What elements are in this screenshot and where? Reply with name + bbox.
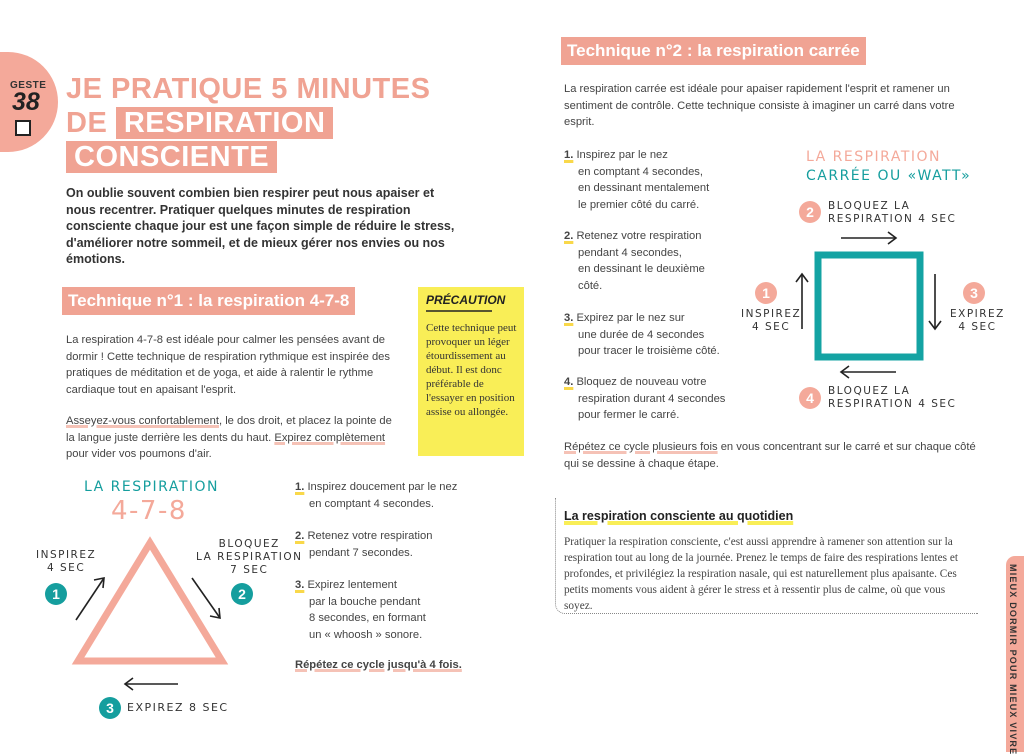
daily-text: Pratiquer la respiration consciente, c'est aussi apprendre à ramener son attention sur la respiration tout au long de la journée. Prenez le temps de faire des respirations lentes et profondes, et privilégiez la respiration nasale, qui est naturellement plus apaisante. Ces petits moments vous aident à gérer le stress et à ressentir plus de calme, où que vous soyez. bbox=[564, 536, 959, 612]
hold-label: BLOQUEZ LA RESPIRATION 7 SEC bbox=[196, 538, 303, 576]
step-text: Inspirez doucement par le nez bbox=[307, 481, 458, 493]
technique1-repeat bbox=[295, 657, 462, 674]
daily-heading-text: La respiration consciente au quotidien bbox=[564, 509, 794, 523]
square-diagram-title-2: CARRÉE OU «WATT» bbox=[806, 168, 972, 184]
technique2-paragraph: La respiration carrée est idéale pour apaiser rapidement l'esprit et ramener un sentiment de contrôle. Cette technique consiste à imaginer un carré dans votre esprit. bbox=[564, 83, 955, 128]
step-badge-3: 3 bbox=[99, 697, 121, 719]
technique2-repeat-text: en vous concentrant sur le carré et sur chaque côté qui se dessine à chaque étape. bbox=[564, 441, 976, 470]
intro-paragraph: On oublie souvent combien bien respirer peut nous apaiser et nous recentrer. Pratiquer quelques minutes de respiration consciente chaque jour est une façon simple de réduire le stress, d'améliorer notre sommeil, et de mieux gérer nos envies ou nos émotions. bbox=[66, 186, 455, 266]
step-continuation: pendant 7 secondes. bbox=[309, 546, 413, 559]
square-badge-2: 2 bbox=[799, 201, 821, 223]
geste-number: 38 bbox=[12, 88, 40, 116]
exhale-label: EXPIREZ 8 SEC bbox=[127, 701, 229, 714]
square-inhale-label: INSPIREZ 4 SEC bbox=[741, 308, 802, 333]
step-continuation: en comptant 4 secondes, en dessinant mentalement le premier côté du carré. bbox=[578, 165, 710, 211]
technique2-heading: Technique n°2 : la respiration carrée bbox=[561, 37, 866, 65]
step-number: 4. bbox=[564, 376, 574, 388]
step-number: 1. bbox=[295, 481, 305, 493]
step-text: Inspirez par le nez bbox=[576, 149, 668, 161]
technique1-instructions bbox=[66, 413, 398, 463]
arrow-right-icon bbox=[838, 230, 900, 246]
technique2-step-2 bbox=[564, 228, 764, 294]
step-number: 1. bbox=[564, 149, 574, 161]
triangle-diagram-title: LA RESPIRATION bbox=[84, 479, 220, 495]
step-continuation: en comptant 4 secondes. bbox=[309, 497, 435, 510]
step-number: 3. bbox=[564, 312, 574, 324]
geste-label: GESTE bbox=[10, 80, 47, 91]
instruction-text-2: pour vider vos poumons d'air. bbox=[66, 448, 212, 460]
inhale-label: INSPIREZ 4 SEC bbox=[36, 549, 97, 574]
square-hold-label-bottom: BLOQUEZ LA RESPIRATION 4 SEC bbox=[828, 385, 957, 410]
arrow-down-icon bbox=[927, 271, 943, 333]
triangle-diagram-numbers: 4-7-8 bbox=[111, 496, 187, 526]
square-diagram bbox=[810, 247, 930, 367]
square-badge-1: 1 bbox=[755, 282, 777, 304]
arrow-left-icon-2 bbox=[838, 364, 900, 380]
side-tab-text: MIEUX DORMIR POUR MIEUX VIVRE bbox=[1008, 564, 1018, 755]
square-exhale-label: EXPIREZ 4 SEC bbox=[950, 308, 1005, 333]
technique2-step-1 bbox=[564, 147, 764, 213]
technique2-repeat-emphasis: Répétez ce cycle plusieurs fois bbox=[564, 441, 718, 453]
daily-heading bbox=[564, 509, 793, 523]
side-tab bbox=[1006, 556, 1024, 755]
page-title-highlight-2: CONSCIENTE bbox=[66, 141, 277, 173]
technique1-step-3 bbox=[295, 577, 495, 643]
step-badge-2: 2 bbox=[231, 583, 253, 605]
technique2-repeat bbox=[564, 439, 976, 472]
step-number: 2. bbox=[564, 230, 574, 242]
step-continuation: par la bouche pendant 8 secondes, en formant un « whoosh » sonore. bbox=[309, 595, 426, 641]
technique1-step-1 bbox=[295, 479, 495, 512]
arrow-left-icon bbox=[122, 676, 180, 692]
square-badge-3: 3 bbox=[963, 282, 985, 304]
step-continuation: respiration durant 4 secondes pour fermer le carré. bbox=[578, 392, 726, 421]
caution-box bbox=[418, 287, 524, 456]
step-continuation: une durée de 4 secondes pour tracer le troisième côté. bbox=[578, 328, 720, 357]
page-title-highlight: RESPIRATION bbox=[116, 107, 334, 139]
step-number: 3. bbox=[295, 579, 305, 591]
technique2-step-4 bbox=[564, 374, 764, 424]
instruction-emphasis-1: Asseyez-vous confortablement bbox=[66, 415, 219, 427]
step-text: Retenez votre respiration bbox=[576, 230, 702, 242]
step-continuation: pendant 4 secondes, en dessinant le deuxième côté. bbox=[578, 246, 705, 292]
instruction-text-1: , le dos droit, et placez la pointe de la langue juste derrière les dents du haut. bbox=[66, 415, 392, 444]
page-title-line3 bbox=[66, 140, 277, 174]
step-text: Bloquez de nouveau votre bbox=[576, 376, 707, 388]
technique1-repeat-text: Répétez ce cycle jusqu'à 4 fois. bbox=[295, 659, 462, 671]
square-badge-4: 4 bbox=[799, 387, 821, 409]
technique1-heading: Technique n°1 : la respiration 4-7-8 bbox=[62, 287, 355, 315]
square-diagram-title-1: LA RESPIRATION bbox=[806, 149, 942, 165]
instruction-emphasis-2: Expirez complètement bbox=[274, 431, 386, 444]
step-text: Expirez par le nez sur bbox=[576, 312, 685, 324]
page-title-line1: JE PRATIQUE 5 MINUTES bbox=[66, 73, 431, 105]
arrow-up-right-icon bbox=[72, 572, 108, 624]
step-number: 2. bbox=[295, 530, 305, 542]
step-text: Retenez votre respiration bbox=[307, 530, 433, 542]
caution-text: Cette technique peut provoquer un léger étourdissement au début. Il est donc préférable de l'essayer en position assise ou allongée. bbox=[426, 322, 517, 418]
technique2-step-3 bbox=[564, 310, 764, 360]
square-hold-label-top: BLOQUEZ LA RESPIRATION 4 SEC bbox=[828, 200, 957, 225]
caution-title: PRÉCAUTION bbox=[426, 293, 506, 307]
geste-checkbox[interactable] bbox=[15, 120, 31, 136]
page-title-line2 bbox=[66, 106, 333, 140]
caution-underline bbox=[426, 309, 492, 313]
step-text: Expirez lentement bbox=[307, 579, 397, 591]
arrow-down-right-icon bbox=[188, 572, 224, 624]
technique1-paragraph: La respiration 4-7-8 est idéale pour calmer les pensées avant de dormir ! Cette technique de respiration rythmique est inspirée des pratiques de méditation et de yoga, et aide à ralentir le rythme cardiaque tout en apaisant l'esprit. bbox=[66, 334, 390, 396]
step-badge-1: 1 bbox=[45, 583, 67, 605]
page-title-prefix: DE bbox=[66, 107, 108, 139]
technique1-step-2 bbox=[295, 528, 495, 561]
